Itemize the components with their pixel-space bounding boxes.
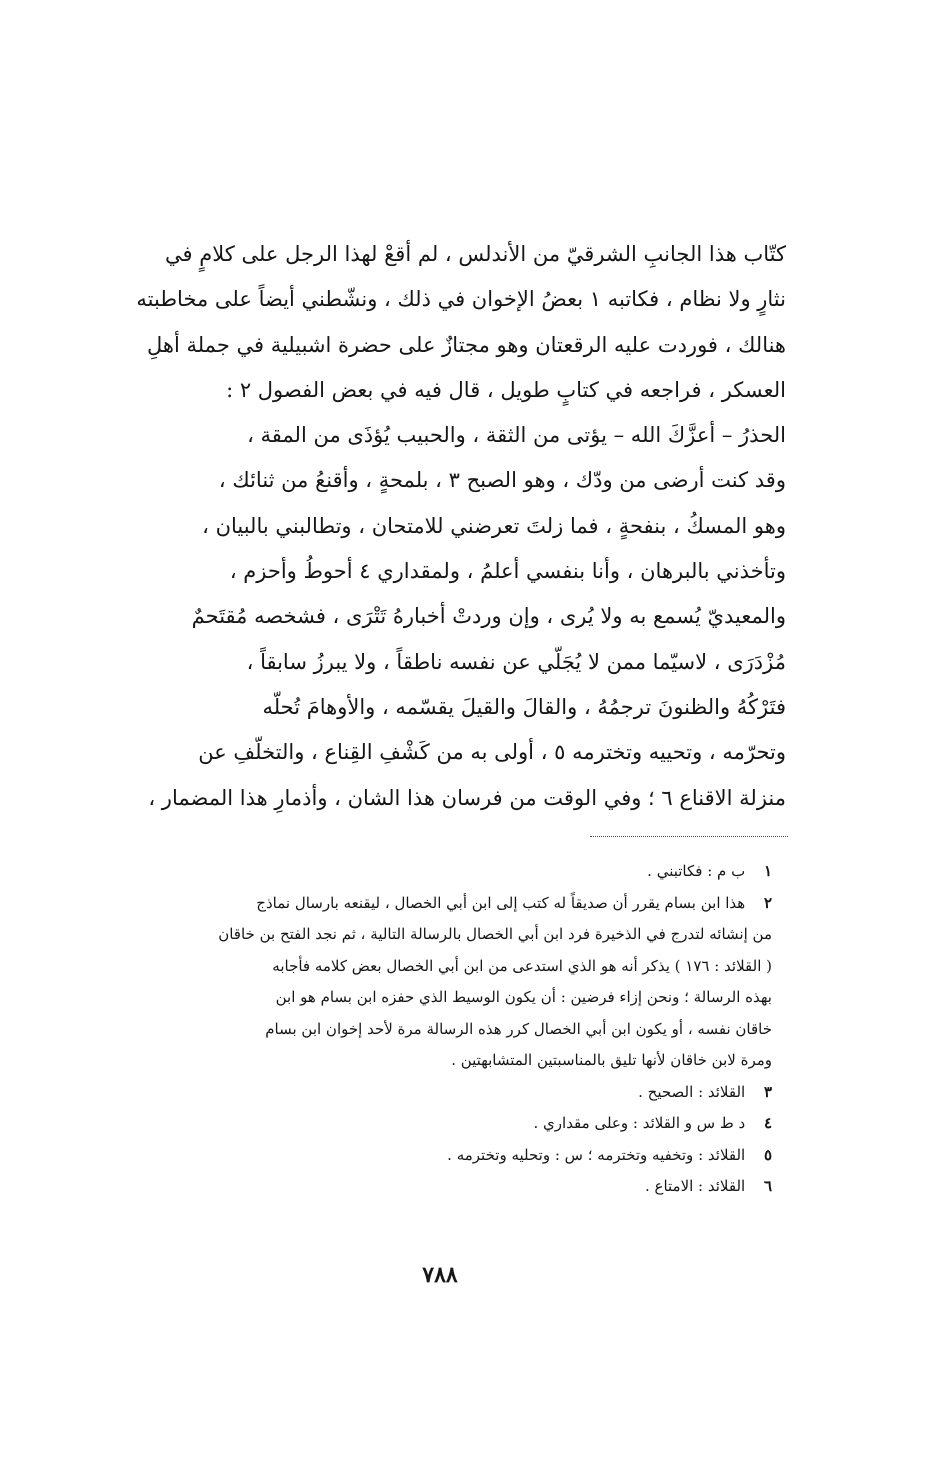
page-number: ٧٨٨ [422, 1262, 458, 1288]
main-text [96, 232, 786, 821]
main-text-line: كتّاب هذا الجانبِ الشرقيّ من الأندلس ، لم أقعْ لهذا الرجل على كلامٍ في [165, 242, 786, 266]
main-text-line: الحذرُ – أعزَّكَ الله – يؤتى من الثقة ، والحبيب يُؤذَى من المقة ، [247, 423, 786, 448]
footnote-text: القلائد : الصحيح . [638, 1082, 746, 1101]
footnote-line [96, 1014, 772, 1046]
footnote-number: ٣ [763, 1082, 772, 1101]
footnote-line [96, 856, 772, 888]
footnote-line [96, 1108, 772, 1140]
main-text-line: نثارٍ ولا نظام ، فكاتبه ١ بعضُ الإخوان في ذلك ، ونشّطني أيضاً على مخاطبته [136, 287, 786, 312]
footnote-number: ٤ [763, 1114, 772, 1132]
footnote-2 [96, 888, 772, 1077]
footnotes [96, 856, 772, 1203]
footnote-line [96, 1045, 772, 1077]
footnote-line [96, 1077, 772, 1109]
main-text-line: منزلة الاقناع ٦ ؛ وفي الوقت من فرسان هذا الشان ، وأذمارِ هذا المضمار ، [148, 785, 786, 810]
footnote-number: ٢ [763, 893, 772, 912]
main-text-line: والمعيديّ يُسمع به ولا يُرى ، وإن وردتْ أخبارهُ تَتْرَى ، فشخصه مُقتَحمٌ [191, 604, 786, 629]
footnote-line [96, 951, 772, 983]
footnote-line [96, 1171, 772, 1203]
main-text-line: العسكر ، فراجعه في كتابٍ طويل ، قال فيه في بعض الفصول ٢ : [226, 377, 786, 402]
footnote-separator [590, 836, 788, 837]
footnote-text: ب م : فكاتبني . [647, 862, 746, 880]
footnote-5 [96, 1140, 772, 1172]
footnote-line [96, 888, 772, 920]
footnote-text: من إنشائه لتدرج في الذخيرة فرد ابن أبي الخصال بالرسالة التالية ، ثم نجد الفتح بن خاقان [218, 925, 772, 943]
footnote-text: ومرة لابن خاقان لأنها تليق بالمناسبتين المتشابهتين . [451, 1051, 772, 1069]
footnote-line [96, 982, 772, 1014]
main-text-line: مُزْدَرَى ، لاسيّما ممن لا يُجَلّي عن نفسه ناطقاً ، ولا يبرزُ سابقاً ، [246, 649, 786, 674]
footnote-1 [96, 856, 772, 888]
footnote-text: القلائد : وتخفيه وتخترمه ؛ س : وتحليه وتخترمه . [447, 1145, 746, 1164]
main-text-line: وتحرّمه ، وتحييه وتخترمه ٥ ، أولى به من كَشْفِ القِناع ، والتخلّفِ عن [198, 740, 786, 765]
footnote-number: ١ [763, 862, 772, 880]
main-text-line: وقد كنت أرضى من ودّك ، وهو الصبح ٣ ، بلمحةٍ ، وأقنعُ من ثنائك ، [218, 468, 786, 493]
footnote-text: خاقان نفسه ، أو يكون ابن أبي الخصال كرر هذه الرسالة مرة لأحد إخوان ابن بسام [265, 1019, 772, 1038]
footnote-text: د ط س و القلائد : وعلى مقداري . [533, 1114, 746, 1132]
footnote-number: ٥ [763, 1145, 772, 1164]
main-text-line: هنالك ، فوردت عليه الرقعتان وهو مجتازٌ على حضرة اشبيلية في جملة أهلِ [146, 332, 786, 357]
main-text-line: فتَرْكُهُ والظنونَ ترجمُهُ ، والقالَ والقيلَ يقسّمه ، والأوهامَ تُحلّه [262, 694, 786, 719]
footnote-line [96, 1140, 772, 1172]
footnote-text: هذا ابن بسام يقرر أن صديقاً له كتب إلى ابن أبي الخصال ، ليقنعه بارسال نماذج [256, 893, 746, 912]
footnote-3 [96, 1077, 772, 1109]
footnote-text: ( القلائد : ١٧٦ ) يذكر أنه هو الذي استدعى من ابن أبي الخصال بعض كلامه فأجابه [272, 956, 772, 975]
footnote-4 [96, 1108, 772, 1140]
footnote-number: ٦ [763, 1177, 772, 1195]
footnote-line [96, 919, 772, 951]
main-text-line: وهو المسكُ ، بنفحةٍ ، فما زلتَ تعرضني للامتحان ، وتطالبني بالبيان ، [202, 513, 786, 538]
footnote-text: القلائد : الامتاع . [644, 1177, 746, 1195]
footnote-text: بهذه الرسالة ؛ ونحن إزاء فرضين : أن يكون الوسيط الذي حفزه ابن بسام هو ابن [275, 988, 772, 1006]
main-text-line: وتأخذني بالبرهان ، وأنا بنفسي أعلمُ ، ولمقداري ٤ أحوطُ وأحزم ، [229, 559, 786, 584]
footnote-6 [96, 1171, 772, 1203]
